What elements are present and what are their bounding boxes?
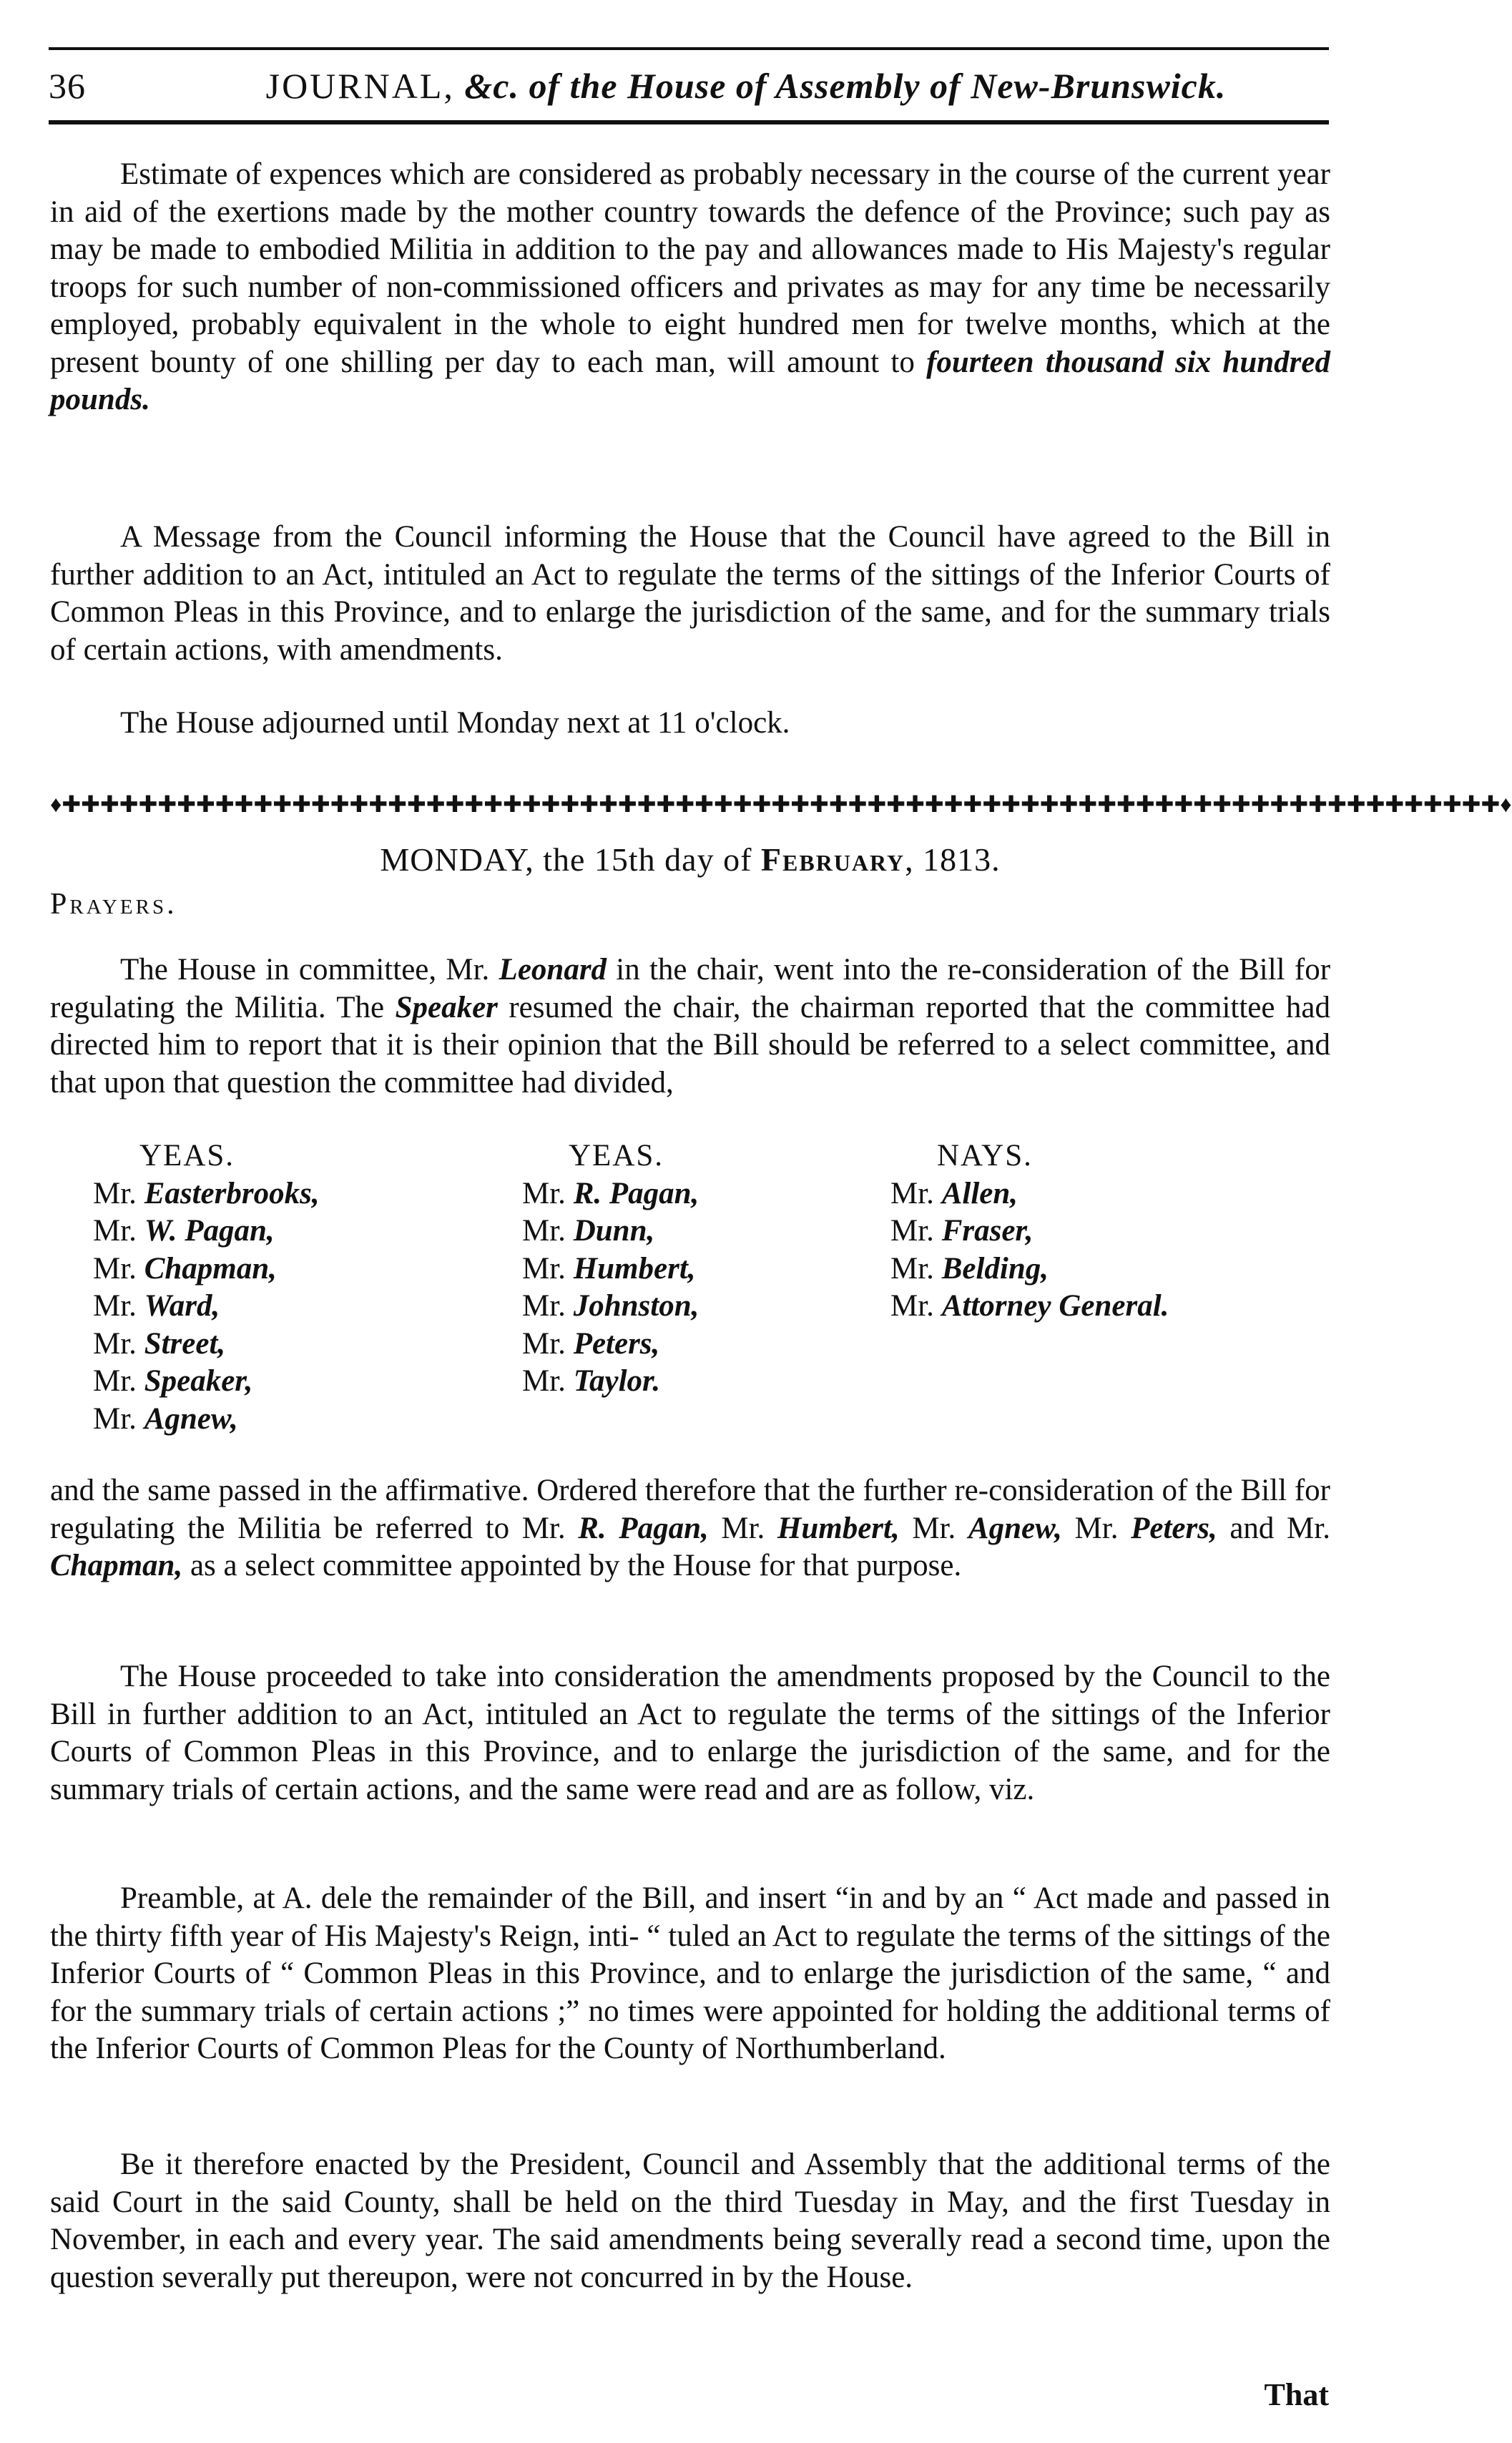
committee-text-a: The House in committee, Mr. xyxy=(120,953,499,986)
page-number: 36 xyxy=(49,66,86,106)
member-surname: Easterbrooks, xyxy=(144,1176,320,1210)
estimate-text xyxy=(50,156,1330,419)
member-prefix: Mr. xyxy=(93,1251,144,1286)
name-agnew: Agnew, xyxy=(968,1511,1062,1545)
amendments-paragraph xyxy=(50,1658,1330,1808)
catchword: That xyxy=(1264,2377,1329,2412)
name-peters: Peters, xyxy=(1131,1511,1217,1545)
member-name xyxy=(522,1363,699,1401)
nays-names xyxy=(890,1175,1169,1326)
council-message-paragraph xyxy=(50,519,1330,669)
name-humbert: Humbert, xyxy=(777,1511,900,1545)
enactment-paragraph xyxy=(50,2146,1330,2296)
referral-text-f: as a select committee appointed by the House for that purpose. xyxy=(182,1549,962,1582)
member-prefix: Mr. xyxy=(522,1326,574,1361)
ornament-divider: ♦✚✚✚✚✚✚✚✚✚✚✚✚✚✚✚✚✚✚✚✚✚✚✚✚✚✚✚✚✚✚✚✚✚✚✚✚✚✚✚✚✚✚✚✚✚✚✚✚✚✚✚✚✚✚✚✚✚✚✚✚✚✚✚✚✚✚✚✚✚✚✚✚✚✚✚♦ xyxy=(50,791,1512,817)
estimate-amount: fourteen thousand six hundred pounds. xyxy=(50,345,1330,416)
committee-text-b: in the chair, went into the re-consideration of the Bill for regulating the Militia. The xyxy=(50,953,1331,1024)
preamble-paragraph xyxy=(50,1880,1330,2068)
member-name xyxy=(890,1213,1169,1250)
running-title-caps: JOURNAL, xyxy=(265,66,455,106)
committee-text xyxy=(50,951,1330,1102)
member-name xyxy=(522,1213,699,1250)
member-prefix: Mr. xyxy=(93,1401,144,1436)
yeas-names-2 xyxy=(522,1175,699,1401)
estimate-paragraph xyxy=(50,156,1330,419)
running-title xyxy=(163,65,1329,107)
member-name xyxy=(93,1175,320,1213)
member-name xyxy=(93,1213,320,1250)
member-surname: Ward, xyxy=(144,1289,220,1323)
referral-text-e: and Mr. xyxy=(1217,1511,1330,1545)
referral-text-a: and the same passed in the affirmative. Ordered therefore that the further re-consideration of the Bill for regulating the Militia be referred to Mr. xyxy=(50,1474,1330,1545)
member-name xyxy=(522,1250,699,1288)
member-name xyxy=(890,1288,1169,1326)
member-surname: Fraser, xyxy=(941,1214,1034,1248)
member-name xyxy=(93,1363,320,1401)
member-surname: Allen, xyxy=(941,1176,1018,1210)
referral-text-b: Mr. xyxy=(708,1511,777,1545)
adjournment-text: The House adjourned until Monday next at 11 o'clock. xyxy=(120,706,790,740)
yeas-column-1 xyxy=(93,1137,320,1438)
yeas-column-2 xyxy=(522,1137,699,1401)
member-prefix: Mr. xyxy=(890,1214,942,1248)
member-name xyxy=(522,1175,699,1213)
member-prefix: Mr. xyxy=(93,1176,144,1210)
member-name xyxy=(522,1288,699,1326)
yeas-heading-2: YEAS. xyxy=(569,1139,664,1172)
dateline xyxy=(50,841,1330,878)
name-r-pagan: R. Pagan, xyxy=(578,1511,709,1545)
member-name xyxy=(93,1250,320,1288)
member-prefix: Mr. xyxy=(890,1176,942,1210)
enactment-text: Be it therefore enacted by the President, Council and Assembly that the additional terms of the said Court in the said County, shall be held on the third Tuesday in May, and the first Tuesday in November, in each and every year. The said amendments being severally read a second time, upon the question severally put thereupon, were not concurred in by the House. xyxy=(50,2148,1330,2294)
member-prefix: Mr. xyxy=(522,1364,574,1398)
nays-heading: NAYS. xyxy=(937,1139,1033,1172)
adjournment-paragraph xyxy=(50,705,1330,743)
member-name xyxy=(93,1326,320,1364)
member-surname: Dunn, xyxy=(573,1214,655,1248)
member-surname: Attorney General. xyxy=(941,1289,1169,1323)
member-surname: R. Pagan, xyxy=(573,1176,699,1210)
preamble-text: Preamble, at A. dele the remainder of the Bill, and insert “in and by an “ Act made and passed in the thirty fifth year of His Majesty's Reign, inti- “ tuled an Act to regulate the terms of the sittings of the Inferior Courts of “ Common Pleas in this Province, and to enlarge the jurisdiction of the same, “ and for the summary trials of certain actions ;” no times were appointed for holding the additional terms of the Inferior Courts of Common Pleas for the County of Northumberland. xyxy=(50,1881,1330,2065)
dateline-year: , 1813. xyxy=(905,841,1001,878)
member-prefix: Mr. xyxy=(890,1289,942,1323)
name-leonard: Leonard xyxy=(499,953,607,986)
prayers-heading: Prayers. xyxy=(50,888,177,921)
name-speaker: Speaker xyxy=(395,990,498,1024)
member-prefix: Mr. xyxy=(522,1214,574,1248)
estimate-body: Estimate of expences which are considered as probably necessary in the course of the current year in aid of the exertions made by the mother country towards the defence of the Province; such pay as may be made to embodied Militia in addition to the pay and allowances made to His Majesty's regular troops for such number of non-commissioned officers and privates as may for any time be necessarily employed, probably equivalent in the whole to eight hundred men for twelve months, which at the present bounty of one shilling per day to each man, will amount to xyxy=(50,157,1330,379)
member-surname: Taylor. xyxy=(573,1364,661,1398)
member-prefix: Mr. xyxy=(93,1364,144,1398)
header-rule xyxy=(49,120,1329,124)
member-name xyxy=(890,1175,1169,1213)
member-surname: Agnew, xyxy=(144,1401,238,1436)
referral-paragraph xyxy=(50,1472,1330,1585)
member-surname: Belding, xyxy=(941,1251,1049,1286)
member-prefix: Mr. xyxy=(93,1326,144,1361)
dateline-month: February xyxy=(760,841,905,878)
yeas-heading-1: YEAS. xyxy=(139,1139,235,1172)
member-surname: Johnston, xyxy=(573,1289,699,1323)
member-surname: W. Pagan, xyxy=(144,1214,275,1248)
member-surname: Chapman, xyxy=(144,1251,277,1286)
yeas-names-1 xyxy=(93,1175,320,1439)
referral-text-c: Mr. xyxy=(899,1511,968,1545)
committee-paragraph xyxy=(50,951,1330,1102)
running-title-italic: &c. of the House of Assembly of New-Brunswick. xyxy=(464,66,1227,106)
amendments-text: The House proceeded to take into consideration the amendments proposed by the Council to the Bill in further addition to an Act, intituled an Act to regulate the terms of the sittings of the Inferior Courts of Common Pleas in this Province, and to enlarge the jurisdiction of the same, and for the summary trials of certain actions, and the same were read and are as follow, viz. xyxy=(50,1660,1330,1806)
committee-text-c: resumed the chair, the chairman reported that the committee had directed him to report that it is their opinion that the Bill should be referred to a select committee, and that upon that question the committee had divided, xyxy=(50,990,1330,1100)
name-chapman: Chapman, xyxy=(50,1549,183,1582)
member-prefix: Mr. xyxy=(93,1289,144,1323)
member-surname: Humbert, xyxy=(573,1251,696,1286)
running-header xyxy=(49,57,1329,114)
member-name xyxy=(93,1288,320,1326)
member-surname: Speaker, xyxy=(144,1364,253,1398)
member-name xyxy=(522,1326,699,1364)
top-rule xyxy=(49,47,1329,50)
nays-column xyxy=(890,1137,1169,1326)
member-name xyxy=(890,1250,1169,1288)
member-surname: Street, xyxy=(144,1326,226,1361)
member-prefix: Mr. xyxy=(890,1251,942,1286)
member-prefix: Mr. xyxy=(522,1289,574,1323)
member-surname: Peters, xyxy=(573,1326,660,1361)
member-prefix: Mr. xyxy=(93,1214,144,1248)
member-prefix: Mr. xyxy=(522,1176,574,1210)
member-name xyxy=(93,1401,320,1439)
referral-text xyxy=(50,1472,1330,1585)
council-message-text: A Message from the Council informing the House that the Council have agreed to the Bill in further addition to an Act, intituled an Act to regulate the terms of the sittings of the Inferior Courts of Common Pleas in this Province, and to enlarge the jurisdiction of the same, and for the summary trials of certain actions, with amendments. xyxy=(50,520,1330,667)
dateline-prefix: MONDAY, the 15th day of xyxy=(380,841,761,878)
referral-text-d: Mr. xyxy=(1061,1511,1131,1545)
member-prefix: Mr. xyxy=(522,1251,574,1286)
